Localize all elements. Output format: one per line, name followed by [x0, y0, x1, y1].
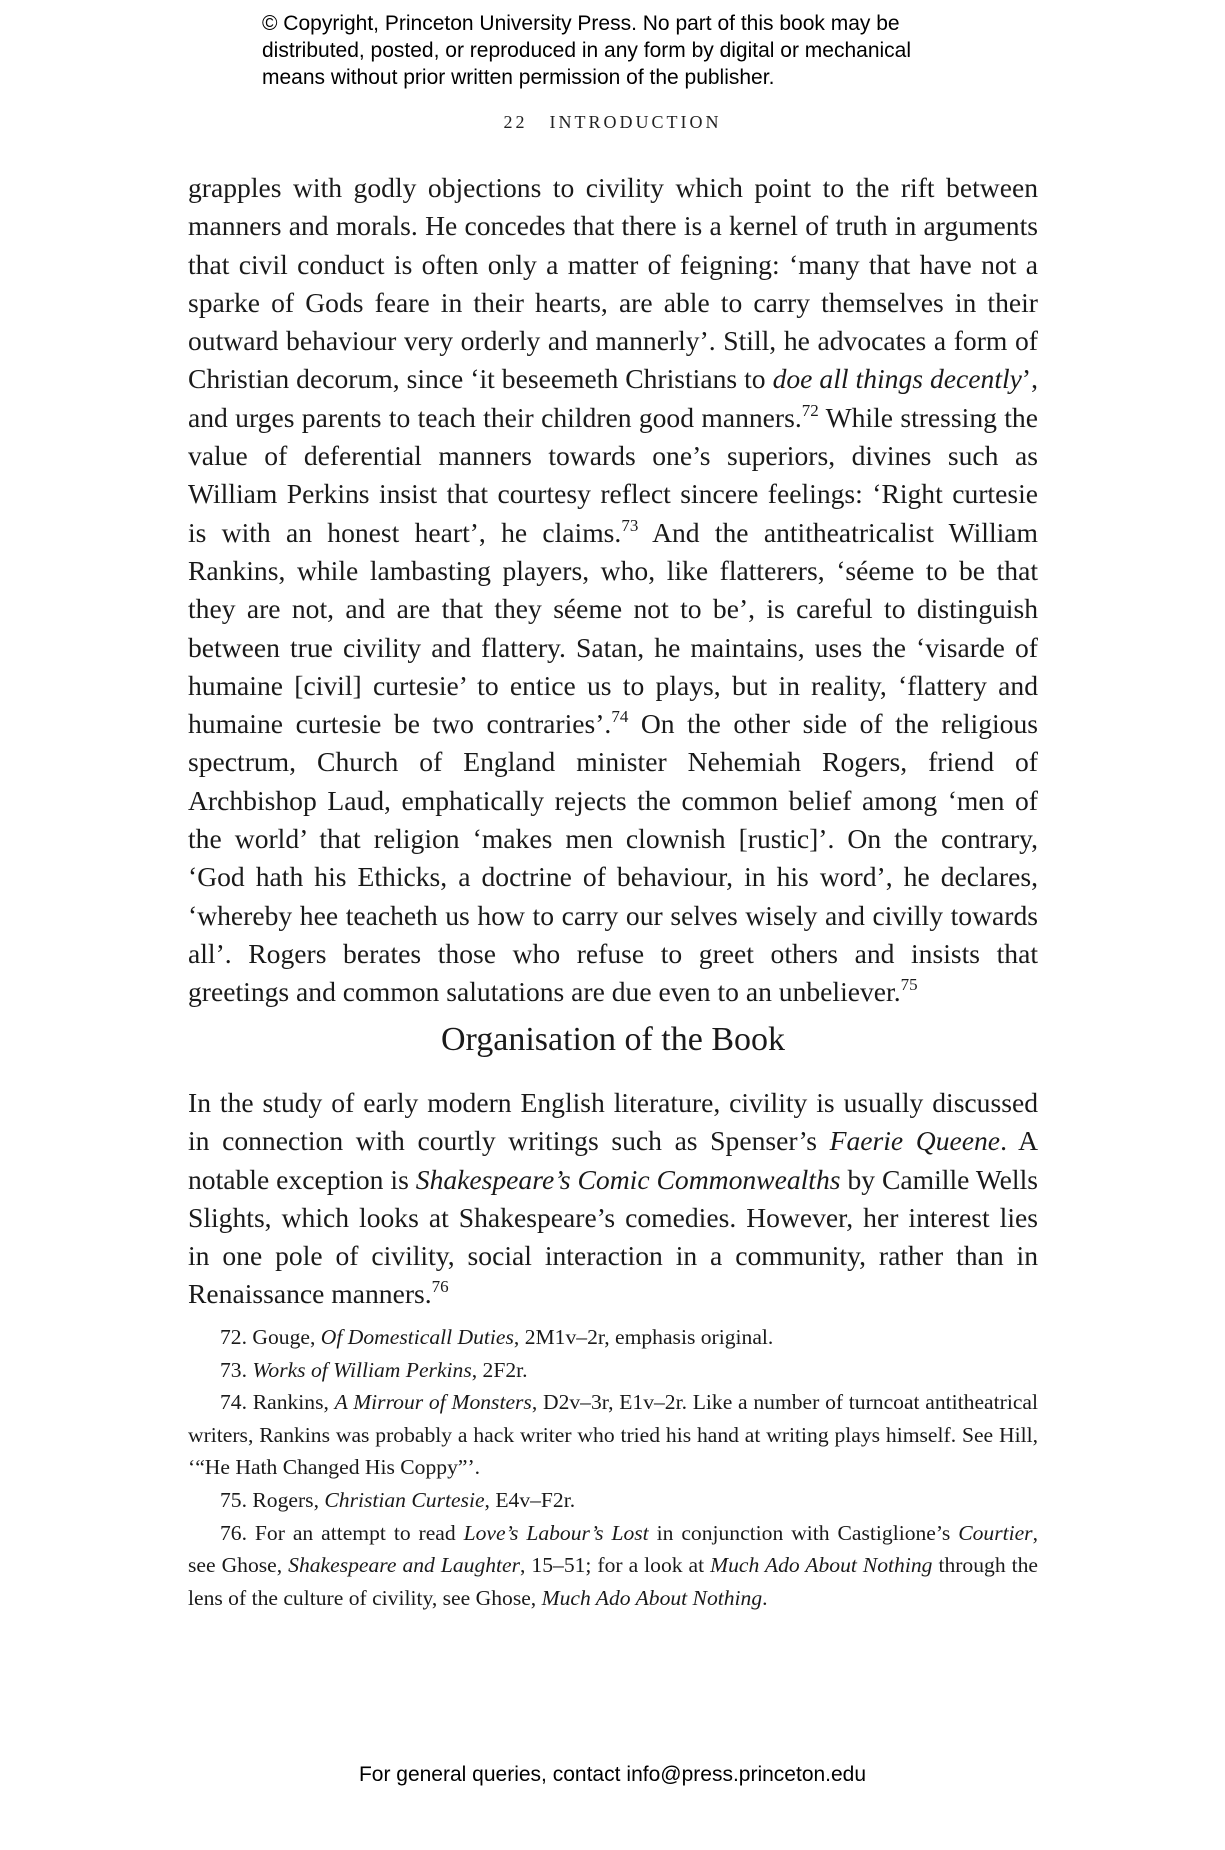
- footnote-76: [188, 1517, 1038, 1615]
- italic-text: A Mirrour of Monsters: [334, 1390, 532, 1415]
- italic-text: Much Ado About Nothing: [710, 1553, 933, 1578]
- footnote-72: [188, 1321, 1038, 1354]
- running-head-title: INTRODUCTION: [549, 112, 722, 132]
- text-run: 75. Rogers,: [220, 1487, 325, 1512]
- section-heading: Organisation of the Book: [440, 1021, 786, 1058]
- text-run: And the antitheatricalist William Rankins, while lambasting players, who, like flatterers, ‘séeme to be that they are not, and are that they séeme not to be’, is careful to distinguish between true civility and flattery. Satan, he maintains, uses the ‘visarde of humaine [civil] curtesie’ to entice us to plays, but in reality, ‘flattery and humaine curtesie be two contraries’.: [188, 516, 1038, 740]
- copyright-notice: [262, 10, 1022, 91]
- footnote-73: [188, 1354, 1038, 1387]
- text-run: , 15–51; for a look at: [520, 1553, 711, 1578]
- page-number: 22: [503, 112, 528, 132]
- text-run: , E4v–F2r.: [484, 1487, 576, 1512]
- footnote-ref-75: 75: [900, 975, 918, 995]
- text-run: , D2v–3r, E1v–2r. Like a number of turncoat antitheatrical writers, Rankins was probably a hack writer who tried his hand at writing plays himself. See Hill, ‘“He Hath Changed His Coppy”’.: [188, 1390, 1038, 1480]
- text-run: In the study of early modern English literature, civility is usually discussed in connection with courtly writings such as Spenser’s: [188, 1087, 1038, 1157]
- text-run: , 2M1v–2r, emphasis original.: [513, 1325, 774, 1349]
- footnote-74: [188, 1386, 1038, 1484]
- text-run: , see Ghose,: [188, 1520, 1038, 1578]
- text-run: 76. For an attempt to read: [220, 1520, 464, 1545]
- footer-text: For general queries, contact: [358, 1763, 621, 1786]
- text-run: in conjunction with Castiglione’s: [648, 1520, 959, 1545]
- text-run: by Camille Wells Slights, which looks at Shakespeare’s comedies. However, her interest lies in one pole of civility, social interaction in a community, rather than in Renaissance manners.: [188, 1163, 1038, 1310]
- italic-text: Works of William Perkins: [252, 1357, 472, 1382]
- text-run: .: [762, 1585, 768, 1610]
- footnote-ref-74: 74: [611, 707, 629, 727]
- paragraph: [188, 1084, 1038, 1314]
- italic-text: Courtier: [958, 1520, 1033, 1545]
- italic-text: Much Ado About Nothing: [541, 1585, 763, 1610]
- italic-text: Faerie Queene: [829, 1125, 1001, 1157]
- running-head: [0, 112, 1225, 133]
- text-run: 72. Gouge,: [220, 1325, 321, 1349]
- italic-text: Shakespeare’s Comic Commonwealths: [415, 1163, 841, 1195]
- italic-text: doe all things decently: [772, 363, 1022, 395]
- text-run: grapples with godly objections to civility which point to the rift between manners and morals. He concedes that there is a kernel of truth in arguments that civil conduct is often only a matter of feigning: ‘many that have not a sparke of Gods feare in their hearts, are able to carry themselves in their outward behaviour very orderly and mannerly’. Still, he advocates a form of Christian decorum, since ‘it beseemeth Christians to: [188, 172, 1038, 395]
- italic-text: Of Domesticall Duties: [320, 1325, 514, 1349]
- italic-text: Love’s Labour’s Lost: [463, 1520, 649, 1545]
- footer-email-link[interactable]: info@press.princeton.edu: [626, 1763, 867, 1786]
- footer: [0, 1763, 1225, 1787]
- text-run: . A notable exception is: [188, 1125, 1038, 1195]
- body-text: [188, 1084, 1038, 1314]
- italic-text: Shakespeare and Laughter: [288, 1553, 521, 1578]
- footnote-ref-76: 76: [431, 1277, 449, 1297]
- text-run: 73.: [220, 1357, 253, 1382]
- footnotes: [188, 1321, 1038, 1614]
- copyright-line: © Copyright, Princeton University Press. No part of this book may be: [262, 12, 900, 35]
- text-run: 74. Rankins,: [220, 1390, 335, 1415]
- paragraph: [188, 169, 1038, 1012]
- text-run: While stressing the value of deferential manners towards one’s superiors, divines such as William Perkins insist that courtesy reflect sincere feelings: ‘Right curtesie is with an honest heart’, he claims.: [188, 401, 1038, 548]
- body-text: [188, 169, 1038, 1012]
- text-run: ’, and urges parents to teach their children good manners.: [188, 363, 1038, 433]
- footnote-75: [188, 1484, 1038, 1517]
- text-run: On the other side of the religious spectrum, Church of England minister Nehemiah Rogers, friend of Archbishop Laud, emphatically rejects the common belief among ‘men of the world’ that religion ‘makes men clownish [rustic]’. On the contrary, ‘God hath his Ethicks, a doctrine of behaviour, in his word’, he declares, ‘whereby hee teacheth us how to carry our selves wisely and civilly towards all’. Rogers berates those who refuse to greet others and insists that greetings and common salutations are due even to an unbeliever.: [188, 708, 1038, 1008]
- footnote-ref-72: 72: [801, 400, 819, 420]
- copyright-line: distributed, posted, or reproduced in any form by digital or mechanical: [262, 39, 912, 62]
- text-run: through the lens of the culture of civility, see Ghose,: [188, 1553, 1038, 1610]
- footnote-ref-73: 73: [621, 515, 639, 535]
- italic-text: Christian Curtesie: [324, 1487, 485, 1512]
- text-run: , 2F2r.: [471, 1357, 528, 1382]
- copyright-line: means without prior written permission of the publisher.: [262, 66, 775, 89]
